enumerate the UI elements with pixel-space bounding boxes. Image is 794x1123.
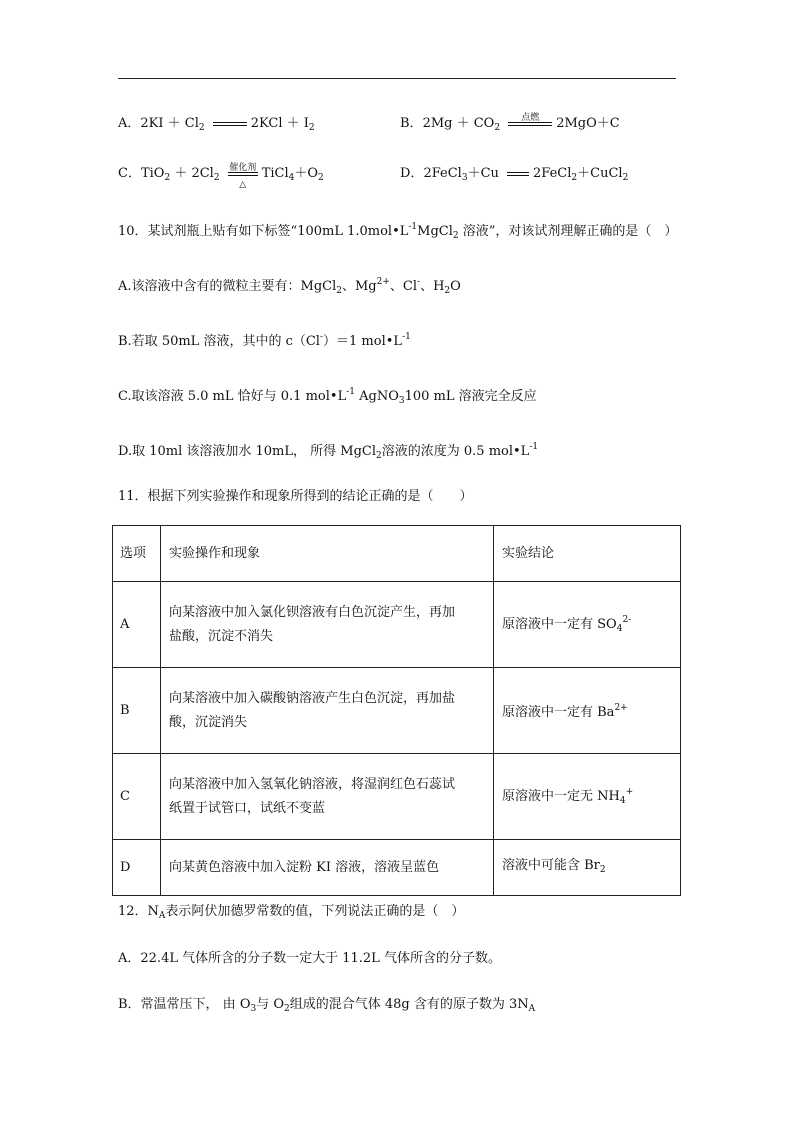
header-conclusion: 实验结论 bbox=[494, 526, 681, 582]
table-row bbox=[113, 668, 681, 754]
table-row bbox=[113, 754, 681, 840]
table-header-row bbox=[113, 526, 681, 582]
row-conclusion: 原溶液中一定有 $Ba^{2+}$ bbox=[494, 668, 681, 754]
q9-option-c: C．$TiO_2 + 2Cl_2$ 催化剂 △ $TiCl_4+O_2$ bbox=[118, 162, 324, 190]
row-operation: 向某溶液中加入碳酸钠溶液产生白色沉淀，再加盐 酸，沉淀消失 bbox=[161, 668, 494, 754]
equals-sign bbox=[213, 122, 247, 126]
row-conclusion: 原溶液中一定无 $NH_4^+$ bbox=[494, 754, 681, 840]
equals-sign bbox=[507, 172, 529, 176]
row-option: B bbox=[113, 668, 161, 754]
table-row bbox=[113, 840, 681, 896]
row-option: A bbox=[113, 582, 161, 668]
experiment-table bbox=[112, 525, 681, 896]
q11-stem: 11．根据下列实验操作和现象所得到的结论正确的是（ ） bbox=[118, 489, 473, 504]
q9-option-a: A．$2KI + Cl_2$ $2KCl + I_2$ bbox=[118, 116, 315, 133]
header-operation: 实验操作和现象 bbox=[161, 526, 494, 582]
row-operation: 向某黄色溶液中加入淀粉 KI 溶液，溶液呈蓝色 bbox=[161, 840, 494, 896]
q12-stem: 12．$N_A$表示阿伏加德罗常数的值，下列说法正确的是（ ） bbox=[118, 904, 465, 921]
q10-option-a: A.该溶液中含有的微粒主要有：MgCl$_2$、$Mg^{2+}$、Cl-、$H_2O$ bbox=[118, 277, 461, 296]
q9-option-d: D．2FeCl$_3$＋Cu 2FeCl$_2$＋CuCl$_2$ bbox=[400, 166, 629, 183]
q9-option-b: B．$2Mg + CO_2$ 点燃 2MgO＋C bbox=[400, 112, 620, 133]
row-operation: 向某溶液中加入氯化钡溶液有白色沉淀产生，再加 盐酸，沉淀不消失 bbox=[161, 582, 494, 668]
row-conclusion: 原溶液中一定有 $SO_4^{2-}$ bbox=[494, 582, 681, 668]
table-row bbox=[113, 582, 681, 668]
row-operation: 向某溶液中加入氢氧化钠溶液，将湿润红色石蕊试 纸置于试管口，试纸不变蓝 bbox=[161, 754, 494, 840]
reaction-condition-arrow: 催化剂 △ bbox=[229, 162, 257, 190]
q10-option-b: B.若取 50mL 溶液，其中的 c（Cl-）＝1 $mol•L^{-1}$ bbox=[118, 332, 411, 349]
q10-stem: 10．某试剂瓶上贴有如下标签“100mL $1.0mol•L^{-1}MgCl_2$ 溶液”，对该试剂理解正确的是（ ） bbox=[118, 222, 678, 241]
row-option: D bbox=[113, 840, 161, 896]
row-option: C bbox=[113, 754, 161, 840]
header-option: 选项 bbox=[113, 526, 161, 582]
row-conclusion: 溶液中可能含 $Br_2$ bbox=[494, 840, 681, 896]
q10-option-d: D.取 10ml 该溶液加水 10mL， 所得 MgCl$_2$溶液的浓度为 0.5 $mol•L^{-1}$ bbox=[118, 442, 539, 461]
q12-option-a: A．22.4L 气体所含的分子数一定大于 11.2L 气体所含的分子数。 bbox=[118, 951, 501, 966]
header-rule bbox=[118, 78, 676, 79]
reaction-condition-arrow: 点燃 bbox=[508, 122, 552, 126]
q12-option-b: B．常温常压下， 由 $O_3$与 $O_2$组成的混合气体 48g 含有的原子数为 $3N_A$ bbox=[118, 997, 536, 1014]
q10-option-c: C.取该溶液 5.0 mL 恰好与 0.1 $mol•L^{-1}$ AgNO$_3$100 mL 溶液完全反应 bbox=[118, 387, 537, 406]
